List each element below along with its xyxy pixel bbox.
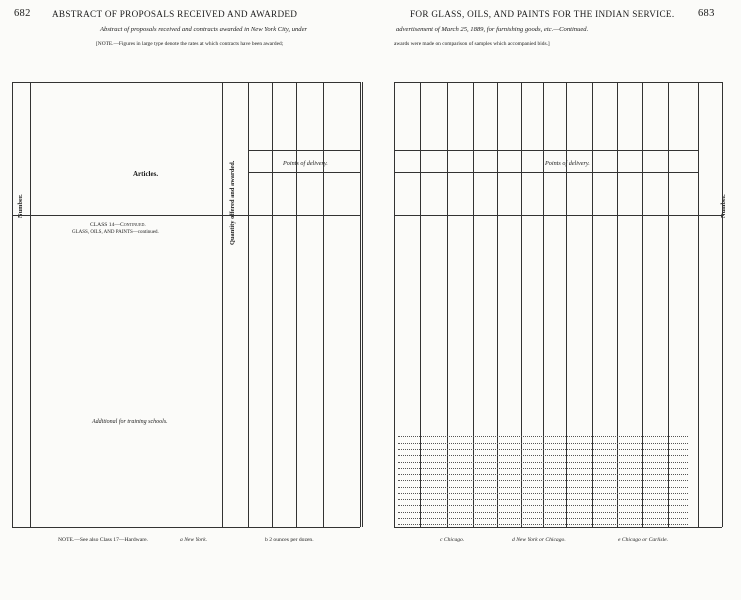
right-caption: advertisement of March 25, 1889, for furnishing goods, etc.—Continued.: [396, 26, 589, 33]
footnote-e: e Chicago or Carlisle.: [618, 537, 669, 543]
footnote-d: d New York or Chicago.: [512, 537, 566, 543]
right-page-number: 683: [698, 8, 715, 19]
leader-dots: [398, 487, 688, 488]
left-number-header: Number.: [17, 194, 24, 218]
right-header-rule: [394, 215, 722, 216]
right-col-rule: [473, 82, 474, 527]
leader-dots: [398, 455, 688, 456]
left-col-rule: [323, 82, 324, 527]
left-pod-rule: [248, 172, 360, 173]
leader-dots: [398, 480, 688, 481]
right-col-rule: [447, 82, 448, 527]
left-header-rule: [12, 215, 360, 216]
quantity-header: Quantity offered and awarded.: [229, 160, 236, 245]
left-footnote: NOTE.—See also Class 17—Hardware.: [58, 537, 148, 543]
right-col-rule: [617, 82, 618, 527]
class-heading: CLASS 14—Continued.: [90, 222, 146, 228]
right-col-rule: [566, 82, 567, 527]
right-col-rule: [394, 82, 395, 527]
right-note: awards were made on comparison of samples which accompanied bids.]: [394, 41, 550, 47]
left-edge-rule: [362, 82, 363, 527]
right-col-rule: [642, 82, 643, 527]
right-bottom-rule: [394, 527, 722, 528]
leader-dots: [398, 462, 688, 463]
left-note: [NOTE.—Figures in large type denote the rates at which contracts have been awarded;: [96, 41, 284, 47]
footnote-c: c Chicago.: [440, 537, 465, 543]
footnote-b: b 2 ounces per dozen.: [265, 537, 314, 543]
leader-dots: [398, 436, 688, 437]
left-caption: Abstract of proposals received and contracts awarded in New York City, under: [100, 26, 308, 33]
right-bidder-rule: [394, 150, 698, 151]
right-col-rule: [543, 82, 544, 527]
left-running-head: ABSTRACT OF PROPOSALS RECEIVED AND AWARDED: [52, 9, 298, 19]
right-col-rule: [497, 82, 498, 527]
left-col-rule: [296, 82, 297, 527]
right-points-of-delivery: Points of delivery.: [545, 160, 590, 167]
leader-dots: [398, 505, 688, 506]
left-bidder-rule: [248, 150, 360, 151]
leader-dots: [398, 474, 688, 475]
right-col-rule: [722, 82, 723, 527]
leader-dots: [398, 468, 688, 469]
right-col-rule: [521, 82, 522, 527]
sub-heading: GLASS, OILS, AND PAINTS—continued.: [72, 230, 159, 235]
left-col-rule: [360, 82, 361, 527]
leader-dots: [398, 512, 688, 513]
left-col-rule: [248, 82, 249, 527]
left-page-number: 682: [14, 8, 31, 19]
left-top-rule: [12, 82, 360, 83]
right-col-rule: [698, 82, 699, 527]
articles-header: Articles.: [133, 170, 159, 178]
right-col-rule: [420, 82, 421, 527]
training-heading: Additional for training schools.: [92, 419, 168, 425]
left-points-of-delivery: Points of delivery.: [283, 160, 328, 167]
footnote-a: a New York.: [180, 537, 207, 543]
leader-dots: [398, 524, 688, 525]
left-col-rule: [222, 82, 223, 527]
leader-dots: [398, 449, 688, 450]
leader-dots: [398, 493, 688, 494]
right-pod-rule: [394, 172, 698, 173]
left-col-rule: [30, 82, 31, 527]
right-number-header: Number.: [720, 194, 727, 218]
right-running-head: FOR GLASS, OILS, AND PAINTS FOR THE INDIAN SERVICE.: [410, 9, 675, 19]
right-top-rule: [394, 82, 722, 83]
left-col-rule: [12, 82, 13, 527]
right-col-rule: [668, 82, 669, 527]
leader-dots: [398, 499, 688, 500]
leader-dots: [398, 443, 688, 444]
left-col-rule: [272, 82, 273, 527]
leader-dots: [398, 518, 688, 519]
right-col-rule: [592, 82, 593, 527]
left-bottom-rule: [12, 527, 360, 528]
